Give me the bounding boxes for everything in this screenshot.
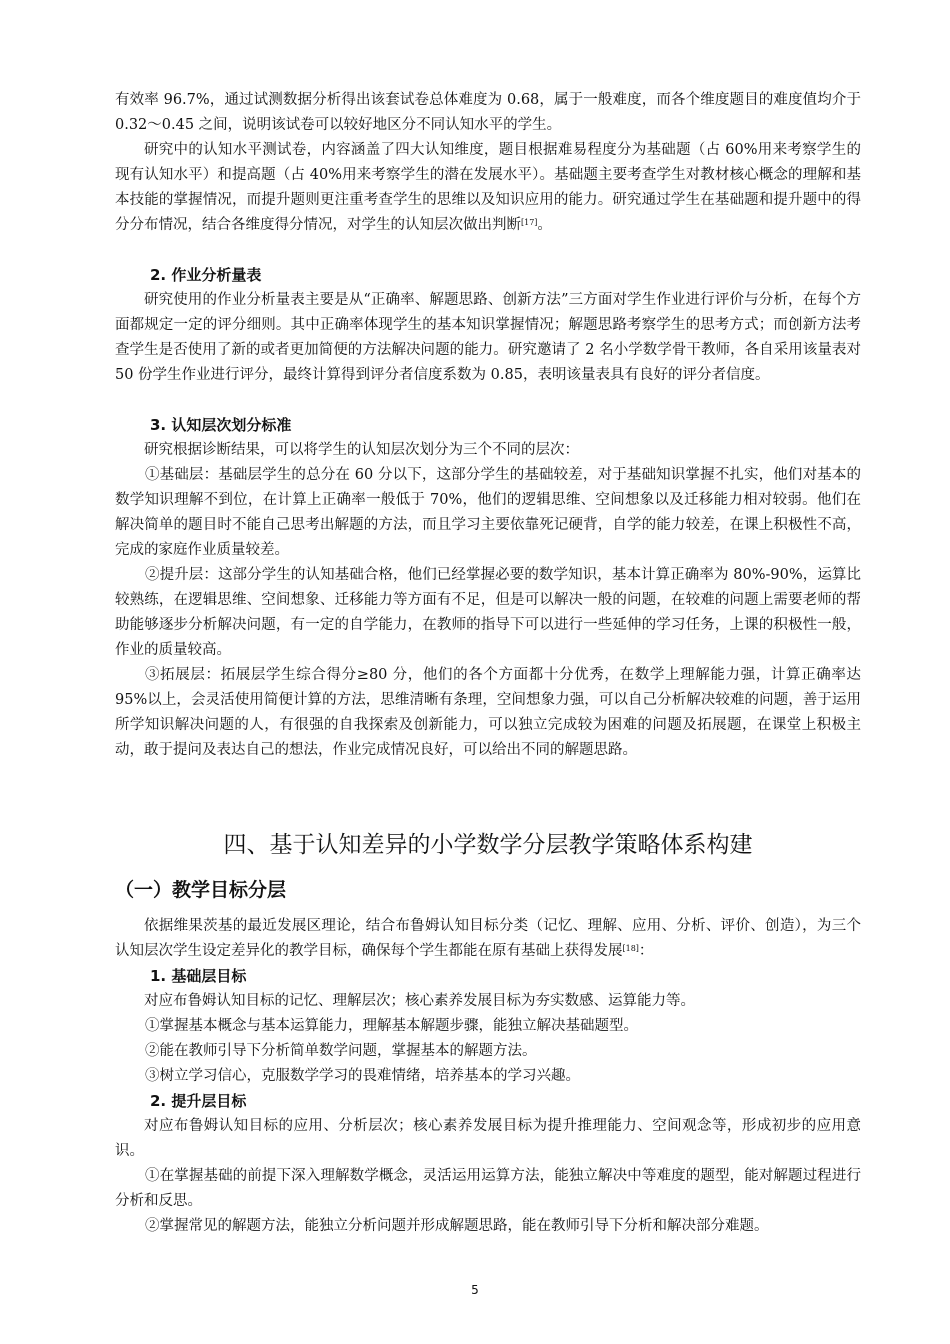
- subsection-title: 2. 作业分析量表: [150, 266, 262, 284]
- section-3: [115, 413, 861, 763]
- section-4-1: [115, 914, 861, 1239]
- paragraph: 对应布鲁姆认知目标的应用、分析层次；核心素养发展目标为提升推理能力、空间观念等，形成初步的应用意识。: [115, 1118, 861, 1159]
- list-item: ③树立学习信心，克服数学学习的畏难情绪，培养基本的学习兴趣。: [145, 1068, 580, 1084]
- list-item: ②能在教师引导下分析简单数学问题，掌握基本的解题方法。: [145, 1043, 537, 1059]
- list-item: ①在掌握基础的前提下深入理解数学概念，灵活运用运算方法，能独立解决中等难度的题型，能对解题过程进行分析和反思。: [115, 1168, 861, 1209]
- list-item: ②掌握常见的解题方法，能独立分析问题并形成解题思路，能在教师引导下分析和解决部分难题。: [145, 1218, 769, 1234]
- paragraph: 研究根据诊断结果，可以将学生的认知层次划分为三个不同的层次：: [144, 442, 579, 458]
- list-item: ③拓展层：拓展层学生综合得分≥80 分，他们的各个方面都十分优秀，在数学上理解能力强，计算正确率达 95%以上，会灵活使用简便计算的方法，思维清晰有条理，空间想象力强，可以自己分析解决较难的问题，善于运用所学知识解决问题的人，有很强的自我探索及创新能力，可以独立完成较为困难的问题及拓展题，在课堂上积极主动，敢于提问及表达自己的想法，作业完成情况良好，可以给出不同的解题思路。: [115, 667, 861, 758]
- citation-ref: [17]: [521, 218, 538, 227]
- subsection-title: 2. 提升层目标: [150, 1092, 247, 1110]
- list-item: ①基础层：基础层学生的总分在 60 分以下，这部分学生的基础较差，对于基础知识掌握不扎实，他们对基本的数学知识理解不到位，在计算上正确率一般低于 70%，他们的逻辑思维、空间想象以及迁移能力相对较弱。他们在解决简单的题目时不能自己思考出解题的方法，而且学习主要依靠死记硬背，自学的能力较差，在课上积极性不高，完成的家庭作业质量较差。: [115, 467, 861, 558]
- paragraph: 研究使用的作业分析量表主要是从“正确率、解题思路、创新方法”三方面对学生作业进行评价与分析，在每个方面都规定一定的评分细则。其中正确率体现学生的基本知识掌握情况；解题思路考察学生的思考方式；而创新方法考查学生是否使用了新的或者更加简便的方法解决问题的能力。研究邀请了 2 名小学数学骨干教师，各自采用该量表对 50 份学生作业进行评分，最终计算得到评分者信度系数为 0.85，表明该量表具有良好的评分者信度。: [115, 292, 861, 383]
- list-item: ①掌握基本概念与基本运算能力，理解基本解题步骤，能独立解决基础题型。: [145, 1018, 638, 1034]
- citation-ref: [18]: [622, 944, 639, 953]
- page-number: 5: [471, 1283, 479, 1297]
- section-title: （一）教学目标分层: [115, 879, 287, 901]
- paragraph: 研究中的认知水平测试卷，内容涵盖了四大认知维度，题目根据难易程度分为基础题（占 60%用来考察学生的现有认知水平）和提高题（占 40%用来考察学生的潜在发展水平）。基础题主要考查学生对教材核心概念的理解和基本技能的掌握情况，而提升题则更注重考查学生的思维以及知识应用的能力。研究通过学生在基础题和提升题中的得分分布情况，结合各维度得分情况，对学生的认知层次做出判断[17]。: [115, 142, 861, 233]
- section-2: [115, 263, 861, 388]
- chapter-title: 四、基于认知差异的小学数学分层教学策略体系构建: [223, 832, 753, 858]
- paragraph: 对应布鲁姆认知目标的记忆、理解层次；核心素养发展目标为夯实数感、运算能力等。: [144, 993, 695, 1009]
- paragraph: 有效率 96.7%，通过试测数据分析得出该套试卷总体难度为 0.68，属于一般难度，而各个维度题目的难度值均介于 0.32～0.45 之间，说明该试卷可以较好地区分不同认知水平的学生。: [115, 92, 861, 133]
- subsection-title: 3. 认知层次划分标准: [150, 416, 292, 434]
- paragraph: 依据维果茨基的最近发展区理论，结合布鲁姆认知目标分类（记忆、理解、应用、分析、评价、创造），为三个认知层次学生设定差异化的教学目标，确保每个学生都能在原有基础上获得发展[18]：: [115, 918, 861, 959]
- intro-block: [115, 88, 861, 238]
- subsection-title: 1. 基础层目标: [150, 967, 247, 985]
- list-item: ②提升层：这部分学生的认知基础合格，他们已经掌握必要的数学知识，基本计算正确率为 80%-90%，运算比较熟练，在逻辑思维、空间想象、迁移能力等方面有不足，但是可以解决一般的问题，在较难的问题上需要老师的帮助能够逐步分析解决问题，有一定的自学能力，在教师的指导下可以进行一些延伸的学习任务，上课的积极性一般，作业的质量较高。: [115, 567, 861, 658]
